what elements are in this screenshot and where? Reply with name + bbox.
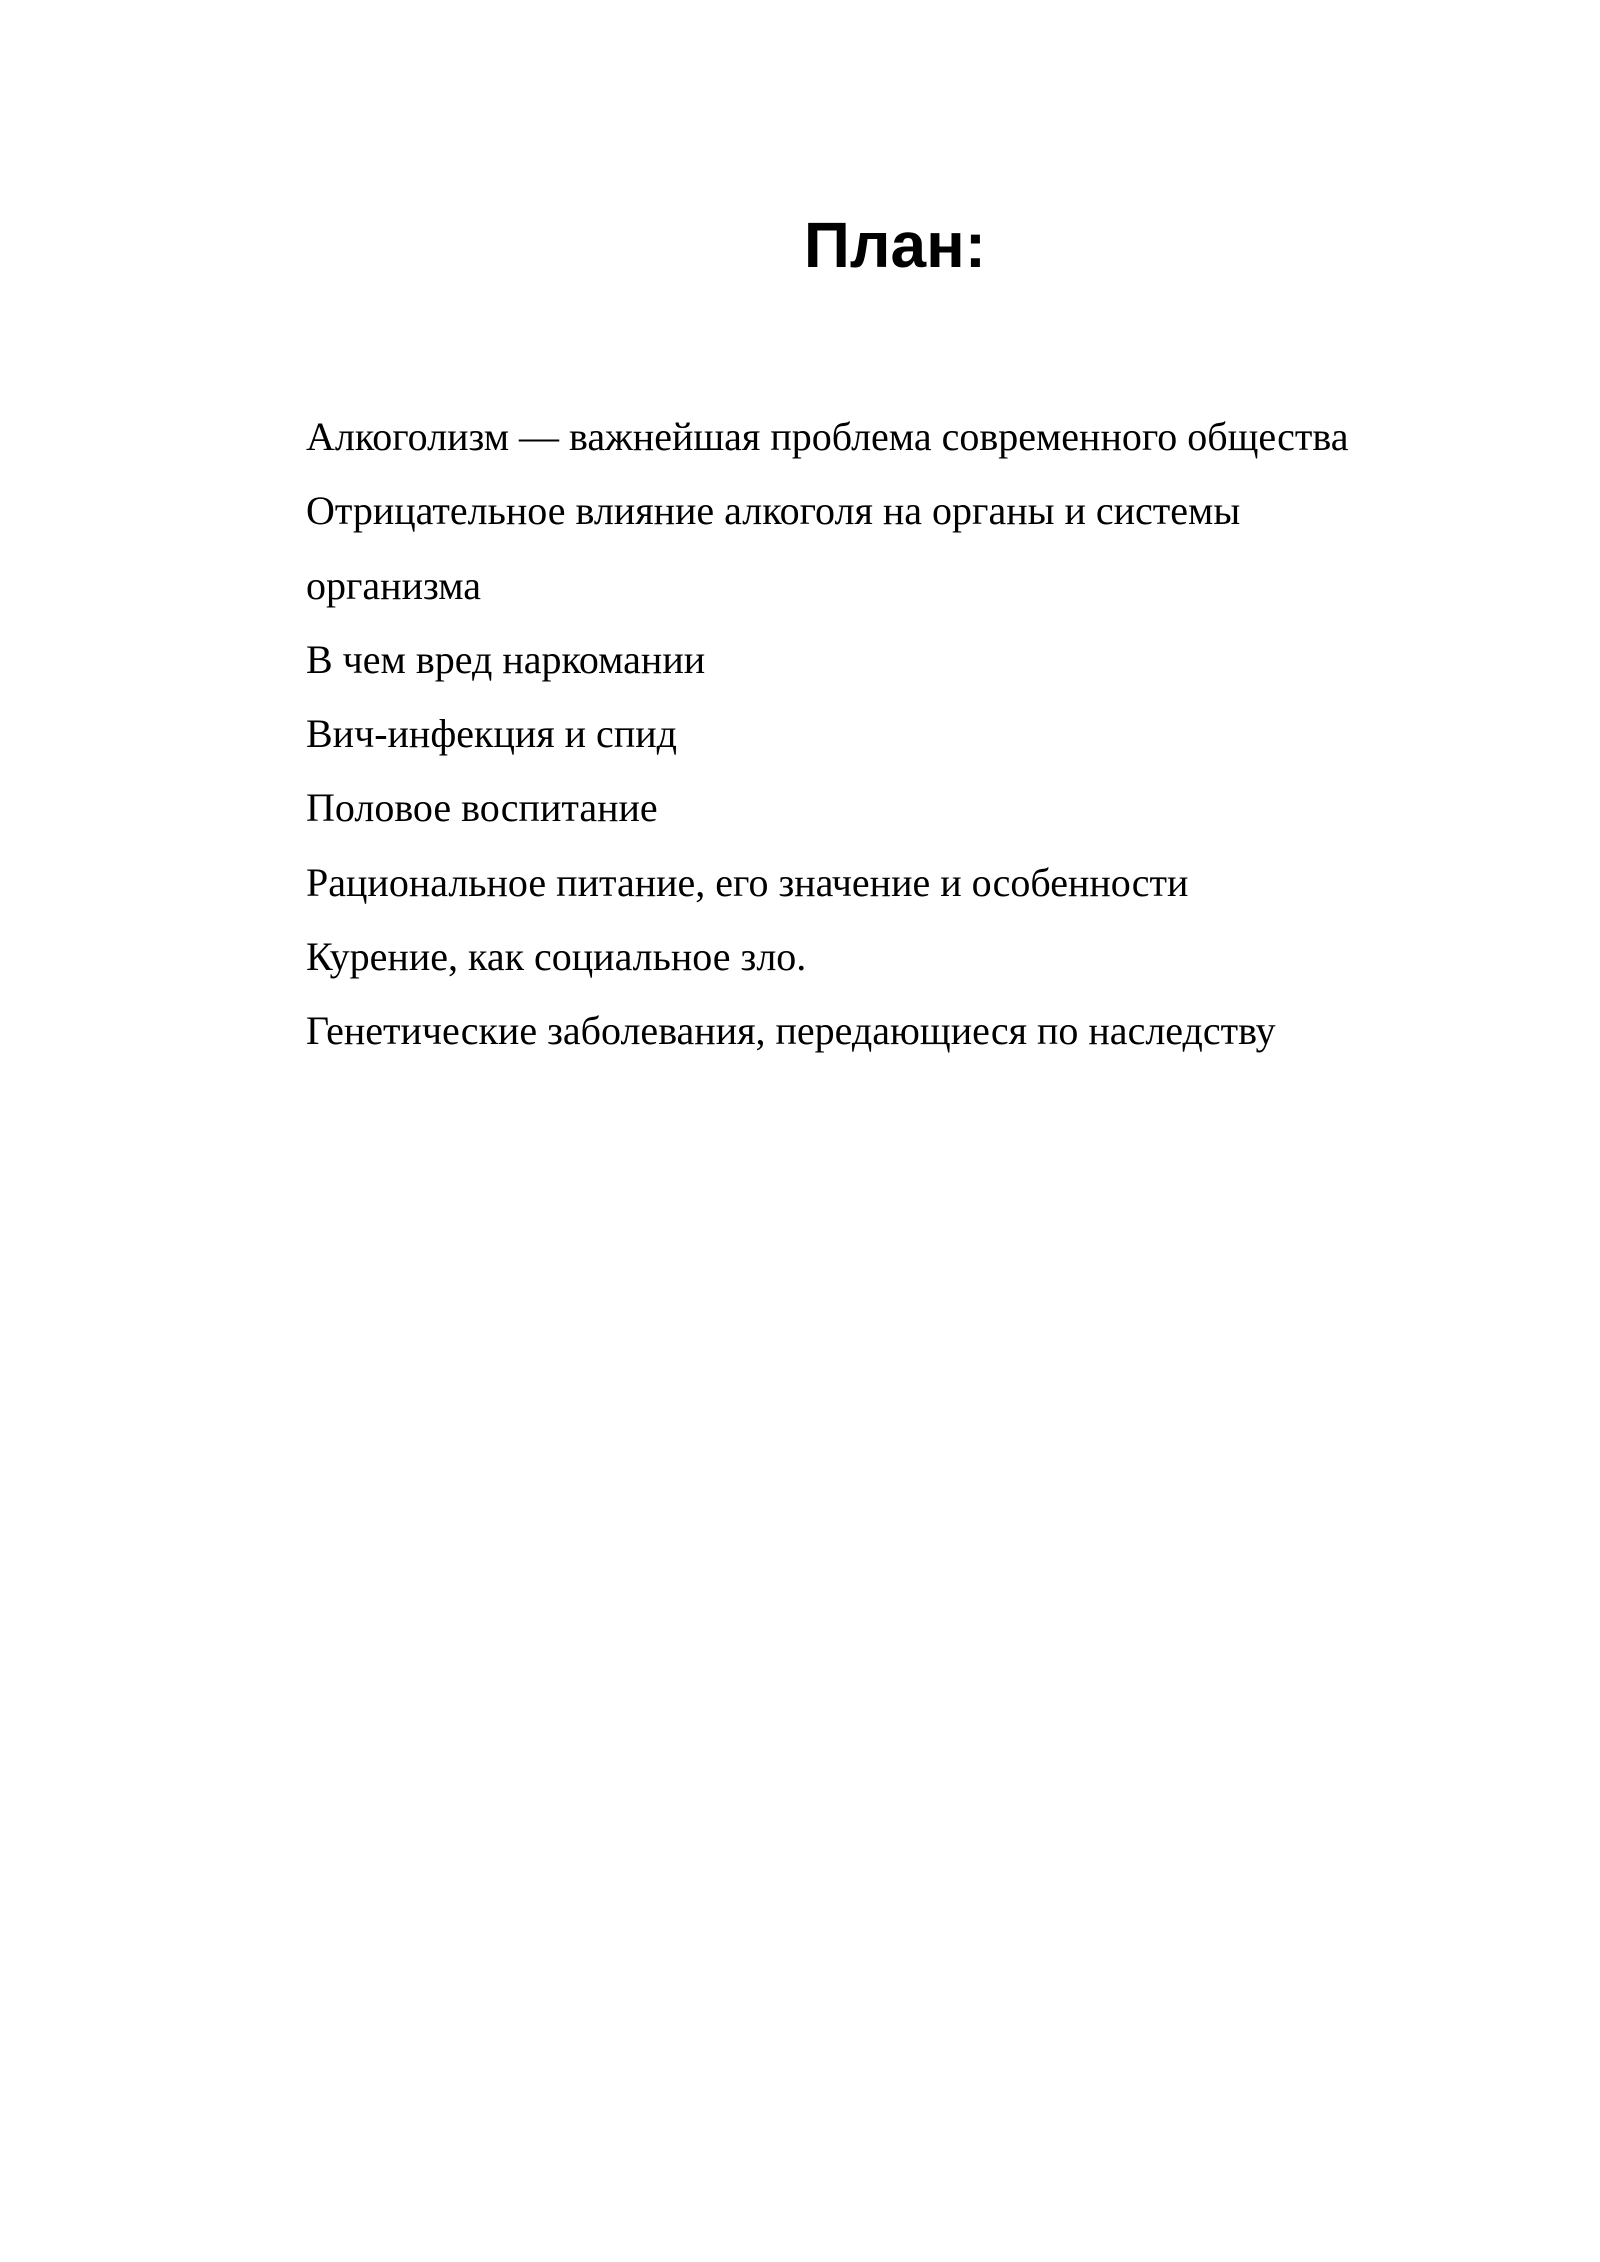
plan-item-genetic-diseases: Генетические заболевания, передающиеся по наследству bbox=[306, 1008, 1276, 1054]
plan-item-alcohol-effects: Отрицательное влияние алкоголя на органы и системы bbox=[306, 488, 1241, 534]
page-title: План: bbox=[803, 209, 987, 281]
plan-item-alcohol-effects-continued: организма bbox=[306, 562, 481, 608]
plan-list bbox=[306, 400, 1506, 1069]
plan-item-sex-education: Половое воспитание bbox=[306, 785, 658, 831]
plan-item-nutrition: Рациональное питание, его значение и особенности bbox=[306, 859, 1189, 905]
plan-item-alcoholism: Алкоголизм — важнейшая проблема современного общества bbox=[306, 414, 1349, 459]
plan-item-drug-harm: В чем вред наркомании bbox=[306, 636, 706, 682]
plan-item-smoking: Курение, как социальное зло. bbox=[306, 934, 807, 980]
plan-item-hiv-aids: Вич-инфекция и спид bbox=[306, 711, 677, 757]
